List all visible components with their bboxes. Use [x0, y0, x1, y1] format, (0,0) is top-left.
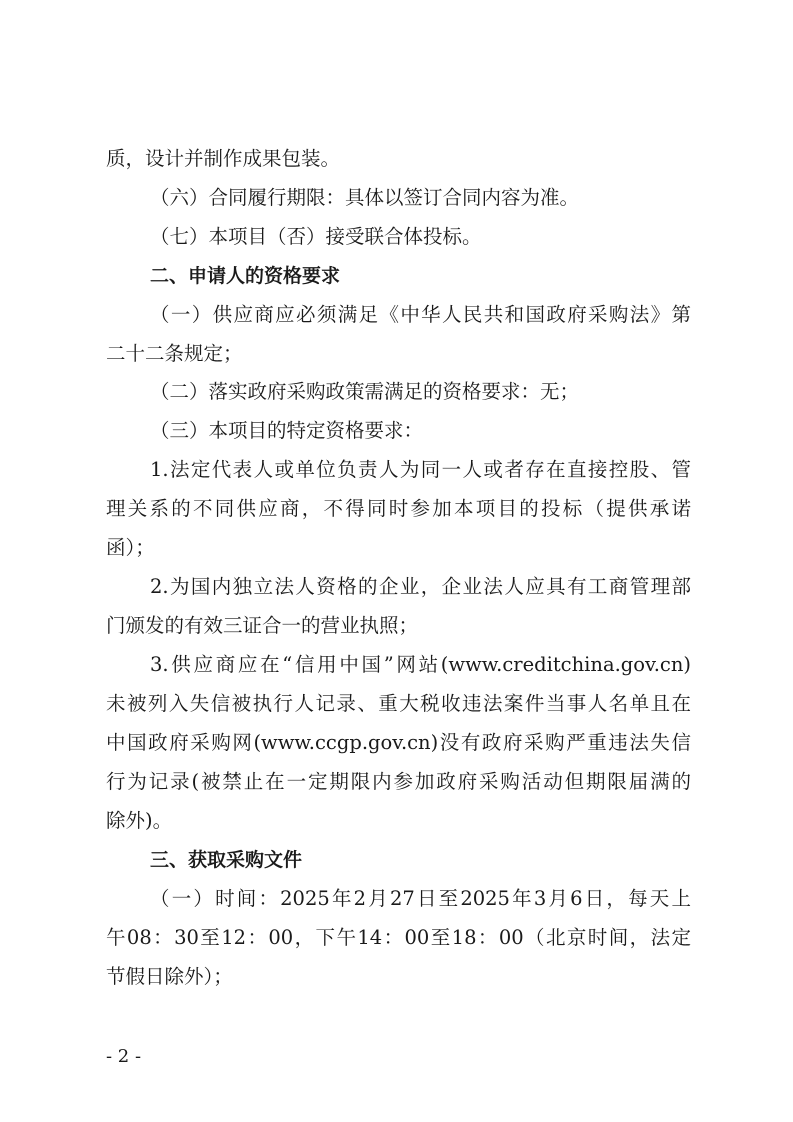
body-text-line: （二）落实政府采购政策需满足的资格要求：无； [150, 380, 580, 403]
page-number: - 2 - [106, 1046, 142, 1067]
consortium-bid-line: （七）本项目（否）接受联合体投标。 [150, 225, 482, 248]
body-text-line: 3.供应商应在“信用中国”网站(www.creditchina.gov.cn) [150, 653, 691, 676]
body-text-line: 函）； [106, 536, 155, 559]
section-heading-qualifications: 二、申请人的资格要求 [150, 265, 341, 287]
body-text-line: 除外)。 [106, 809, 173, 832]
body-text-line: 中国政府采购网(www.ccgp.gov.cn)没有政府采购严重违法失信 [106, 731, 691, 754]
body-text-line: 节假日除外）； [106, 965, 233, 988]
body-text-line: 二十二条规定； [106, 342, 243, 365]
body-text-line: （一）时间：2025年2月27日至2025年3月6日，每天上 [150, 887, 691, 910]
body-text-line: 2.为国内独立法人资格的企业，企业法人应具有工商管理部 [150, 575, 691, 598]
body-text-line: 未被列入失信被执行人记录、重大税收违法案件当事人名单且在 [106, 692, 691, 715]
body-text-line: （三）本项目的特定资格要求： [150, 419, 424, 442]
section-heading-procurement-docs: 三、获取采购文件 [150, 849, 303, 871]
body-text-line: 理关系的不同供应商，不得同时参加本项目的投标（提供承诺 [106, 497, 691, 520]
body-text-line: 质，设计并制作成果包装。 [106, 147, 341, 170]
body-text-line: 行为记录(被禁止在一定期限内参加政府采购活动但期限届满的 [106, 770, 691, 793]
body-text-line: （一）供应商应必须满足《中华人民共和国政府采购法》第 [150, 303, 691, 326]
contract-period-line: （六）合同履行期限：具体以签订合同内容为准。 [150, 186, 580, 209]
body-text-line: 门颁发的有效三证合一的营业执照； [106, 614, 419, 637]
body-text-line: 午08：30至12：00，下午14：00至18：00（北京时间，法定 [106, 926, 691, 949]
body-text-line: 1.法定代表人或单位负责人为同一人或者存在直接控股、管 [150, 458, 691, 481]
